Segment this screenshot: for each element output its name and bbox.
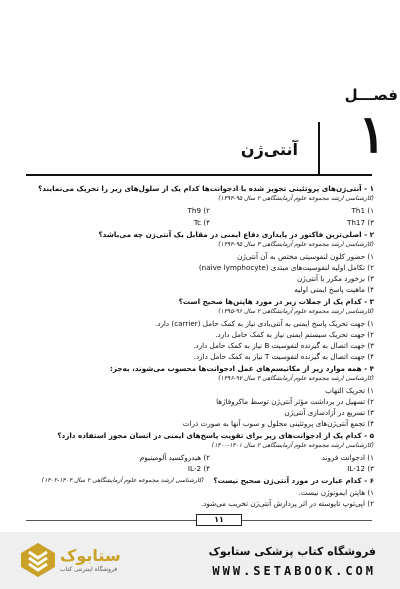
question-5-option-3: ۳) IL-12	[347, 464, 374, 473]
brand-tagline: فروشگاه اینترنتی کتاب	[60, 566, 118, 573]
question-5-option-1: ۱) ادجوانت فروند	[321, 453, 374, 462]
question-6-option-2: ۲) اپی‌توپ تایوسته در اثر پردازش آنتی‌ژن تخریب می‌شود.	[200, 499, 374, 508]
page-number: ۱۱	[196, 514, 242, 526]
header-horizontal-rule	[26, 174, 372, 176]
question-4-option-2: ۲) تسهیل در برداشت مؤثر آنتی‌ژن توسط ماکروفاژها	[216, 397, 374, 406]
question-4-option-1: ۱) تحریک التهاب	[325, 386, 374, 395]
question-4-source: (کارشناسی ارشد مجموعه علوم آزمایشگاهی ۳ سال ۹۷-۱۳۹۶)	[218, 375, 374, 382]
header-vertical-rule	[318, 122, 320, 174]
question-3-option-3: ۳) جهت اتصال به گیرنده لنفوسیت B نیاز به کمک حامل دارد.	[193, 341, 374, 350]
question-2-source: (کارشناسی ارشد مجموعه علوم آزمایشگاهی ۳ سال ۹۵-۱۳۹۴)	[218, 241, 374, 248]
brand-name: ستابوک	[60, 546, 121, 565]
chapter-word: فصـــل	[344, 86, 398, 104]
question-1-option-2: ۲) Th9	[187, 206, 210, 215]
question-6-source: (کارشناسی ارشد مجموعه علوم آزمایشگاهی ۲ سال ۱۴۰۳-۱۴۰۲)	[41, 477, 204, 484]
question-4-text: ۴ - همه موارد زیر از مکانیسم‌های عمل ادجوانت‌ها محسوب می‌شوند، به‌جز:	[110, 364, 374, 373]
question-5-option-2: ۲) هیدروکسید آلومینیوم	[139, 453, 210, 462]
question-5-source: (کارشناسی ارشد مجموعه علوم آزمایشگاهی ۲ سال ۱۴۰۱-۱۴۰۰)	[211, 442, 374, 449]
chapter-title: آنتی‌ژن	[240, 140, 298, 159]
chapter-number: ۱	[358, 104, 386, 165]
shop-title: فروشگاه کتاب پزشکی ستابوک	[208, 545, 376, 558]
question-3-option-4: ۴) جهت اتصال به گیرنده لنفوسیت T نیاز به کمک حامل دارد.	[193, 352, 374, 361]
question-5-text: ۵ - کدام یک از ادجوانت‌های زیر برای تقویت پاسخ‌های ایمنی در انسان مجوز استفاده دارد؟	[57, 431, 374, 440]
question-1-text: ۱ - آنتی‌ژن‌های پروتئینی تجویز شده با ادجوانت‌ها کدام یک از سلول‌های زیر را تحریک می‌نمایند؟	[38, 184, 374, 193]
setabook-logo-icon	[18, 540, 58, 580]
question-1-option-4: ۴) Tc	[193, 218, 210, 227]
question-4-option-4: ۴) تجمع آنتی‌ژن‌های پروتئینی محلول و سوب آنها به صورت ذرات	[182, 419, 374, 428]
question-6-text: ۶ - کدام عبارت در مورد آنتی‌ژن صحیح نیست؟	[213, 476, 374, 485]
question-3-text: ۳ - کدام یک از جملات زیر در مورد هاپتن‌ها صحیح است؟	[178, 297, 374, 306]
question-1-source: (کارشناسی ارشد مجموعه علوم آزمایشگاهی ۲ سال ۹۵-۱۳۹۴)	[218, 195, 374, 202]
question-5-option-4: ۴) IL-2	[187, 464, 210, 473]
question-2-option-1: ۱) حضور کلون لنفوسیتی مختص به آن آنتی‌ژن	[237, 252, 374, 261]
question-1-option-1: ۱) Th1	[351, 206, 374, 215]
question-6-option-1: ۱) هاپتن ایمونوژن نیست.	[298, 488, 374, 497]
question-2-option-2: ۲) تکامل اولیه لنفوسیت‌های مبتدی (naive lymphocyte)	[198, 263, 374, 272]
question-4-option-3: ۳) تسریع در آزادسازی آنتی‌ژن	[284, 408, 374, 417]
question-3-option-2: ۲) جهت تحریک سیستم ایمنی نیاز به کمک حامل دارد.	[215, 330, 374, 339]
shop-url-link[interactable]: WWW.SETABOOK.COM	[212, 564, 376, 578]
question-1-option-3: ۳) Th17	[346, 218, 374, 227]
question-2-option-3: ۳) برخورد مکرر با آنتی‌ژن	[297, 274, 374, 283]
question-2-option-4: ۴) ماهیت پاسخ ایمنی اولیه	[294, 285, 374, 294]
question-3-source: (کارشناسی ارشد مجموعه علوم آزمایشگاهی ۲ سال ۹۶-۱۳۹۵)	[218, 308, 374, 315]
question-2-text: ۲ - اصلی‌ترین فاکتور در پایداری دفاع ایمنی در مقابل یک آنتی‌ژن چه می‌باشد؟	[98, 230, 374, 239]
question-3-option-1: ۱) جهت تحریک پاسخ ایمنی به آنتی‌بادی نیاز به کمک حامل (carrier) دارد.	[154, 319, 374, 328]
